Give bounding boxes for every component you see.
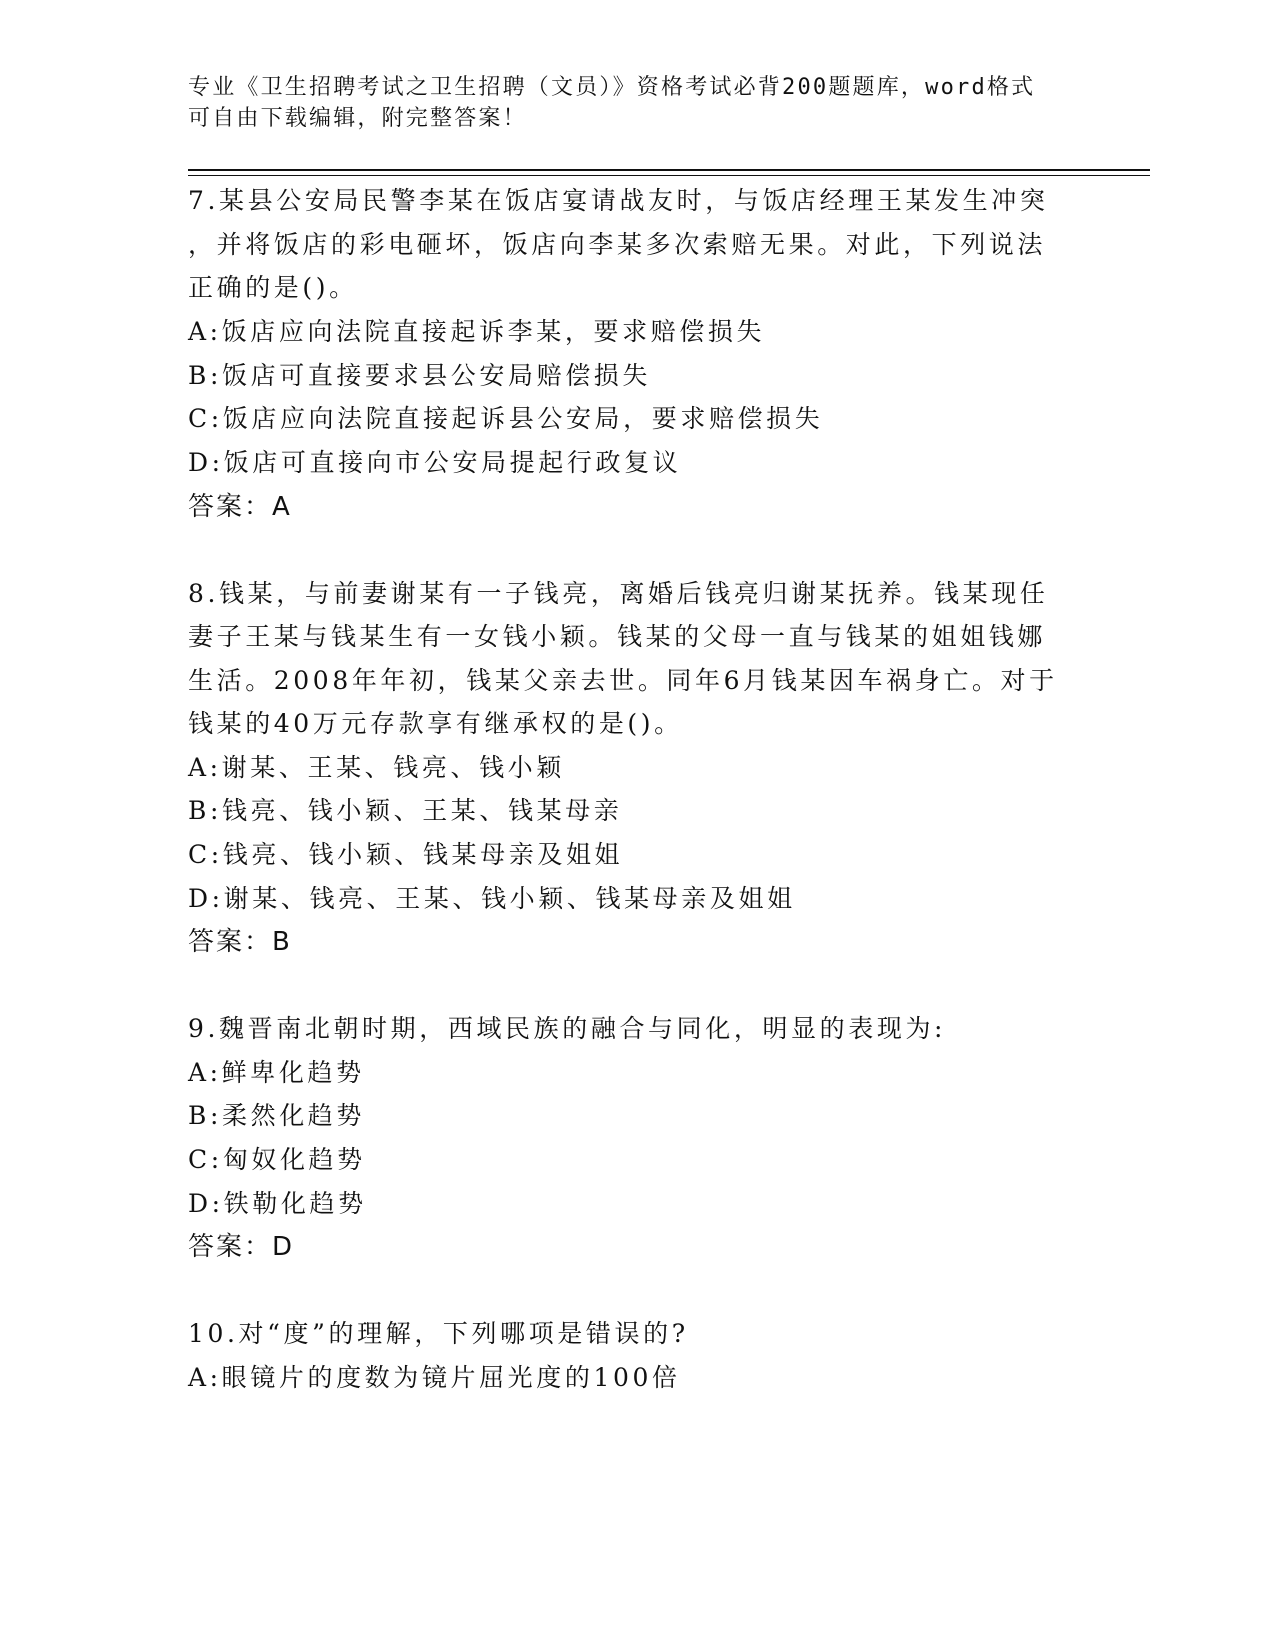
option-a: A:谢某、王某、钱亮、钱小颖 [188,753,565,782]
option-d: D:饭店可直接向市公安局提起行政复议 [188,448,682,477]
option-c: C:匈奴化趋势 [188,1145,366,1174]
option-a: A:鲜卑化趋势 [188,1058,365,1087]
question-stem-line: 生活。2008年年初，钱某父亲去世。同年6月钱某因车祸身亡。对于 [188,666,1058,695]
question-stem-line: 正确的是()。 [188,273,358,302]
option-a: A:饭店应向法院直接起诉李某，要求赔偿损失 [188,317,766,346]
question-stem-line: 钱某的40万元存款享有继承权的是()。 [188,709,683,738]
option-d: D:谢某、钱亮、王某、钱小颖、钱某母亲及姐姐 [188,884,796,913]
option-b: B:柔然化趋势 [188,1101,365,1130]
question-stem-line: ，并将饭店的彩电砸坏，饭店向李某多次索赔无果。对此，下列说法 [188,230,1047,259]
document-header-line-2: 可自由下载编辑，附完整答案！ [188,106,527,131]
option-c: C:钱亮、钱小颖、钱某母亲及姐姐 [188,840,624,869]
question-stem-line: 妻子王某与钱某生有一女钱小颖。钱某的父母一直与钱某的姐姐钱娜 [188,622,1047,651]
header-divider-thin [188,175,1150,176]
answer-label: 答案：A [188,492,292,522]
question-stem-line: 9.魏晋南北朝时期，西域民族的融合与同化，明显的表现为: [188,1014,947,1043]
answer-label: 答案：B [188,927,292,957]
option-c: C:饭店应向法院直接起诉县公安局，要求赔偿损失 [188,404,824,433]
answer-label: 答案：D [188,1232,295,1262]
question-stem-line: 8.钱某，与前妻谢某有一子钱亮，离婚后钱亮归谢某抚养。钱某现任 [188,579,1049,608]
header-divider-thick [188,169,1150,171]
option-a: A:眼镜片的度数为镜片屈光度的100倍 [188,1363,681,1392]
question-stem-line: 7.某县公安局民警李某在饭店宴请战友时，与饭店经理王某发生冲突 [188,186,1049,215]
option-d: D:铁勒化趋势 [188,1189,367,1218]
document-header-line-1: 专业《卫生招聘考试之卫生招聘（文员）》资格考试必背200题题库，word格式 [188,75,1036,100]
question-stem-line: 10.对“度”的理解，下列哪项是错误的? [188,1319,689,1348]
option-b: B:钱亮、钱小颖、王某、钱某母亲 [188,796,623,825]
option-b: B:饭店可直接要求县公安局赔偿损失 [188,361,651,390]
